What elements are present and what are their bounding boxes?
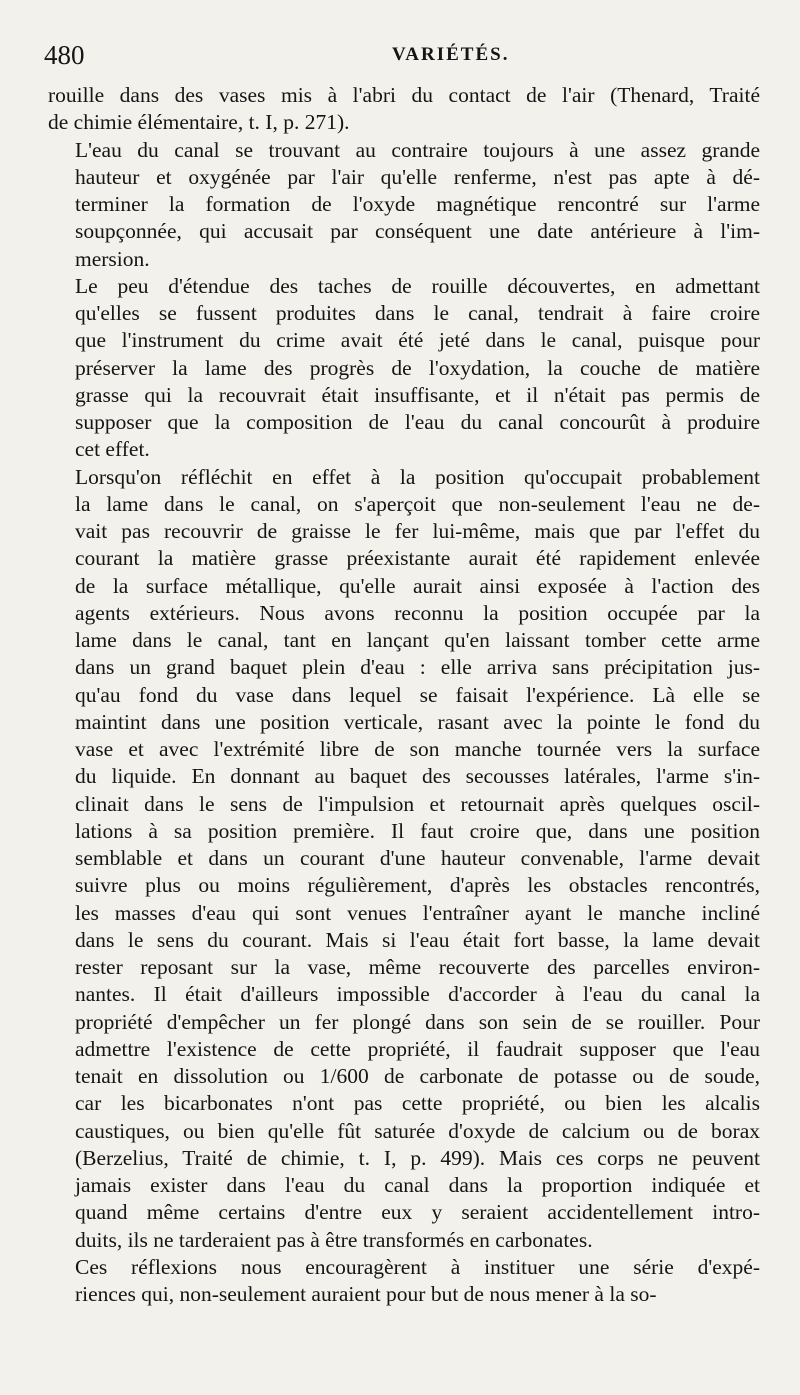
- body-text: [48, 82, 760, 1308]
- page-number: 480: [44, 40, 85, 70]
- text-line: semblable et dans un courant d'une hauteur convenable, l'arme devait: [75, 846, 760, 870]
- text-line: Le peu d'étendue des taches de rouille découvertes, en admettant: [75, 273, 760, 298]
- text-line: rouille dans des vases mis à l'abri du contact de l'air (Thenard, Traité: [48, 83, 760, 107]
- text-line: rester reposant sur la vase, même recouverte des parcelles environ-: [75, 955, 760, 979]
- text-line: cet effet.: [75, 437, 150, 462]
- text-line: la lame dans le canal, on s'aperçoit que non-seulement l'eau ne de-: [75, 491, 760, 516]
- text-line: propriété d'empêcher un fer plongé dans son sein de se rouiller. Pour: [75, 1009, 760, 1034]
- text-line: tenait en dissolution ou 1/600 de carbonate de potasse ou de soude,: [75, 1064, 760, 1088]
- text-line: jamais exister dans l'eau du canal dans la proportion indiquée et: [75, 1173, 760, 1197]
- text-line: quand même certains d'entre eux y seraient accidentellement intro-: [75, 1200, 760, 1225]
- page-header: [44, 40, 758, 80]
- text-line: vase et avec l'extrémité libre de son manche tournée vers la surface: [75, 737, 760, 761]
- text-line: qu'au fond du vase dans lequel se faisait l'expérience. Là elle se: [75, 682, 760, 707]
- text-line: Lorsqu'on réfléchit en effet à la position qu'occupait probablement: [75, 464, 760, 489]
- text-line: agents extérieurs. Nous avons reconnu la position occupée par la: [75, 600, 760, 625]
- text-line: que l'instrument du crime avait été jeté dans le canal, puisque pour: [75, 328, 760, 353]
- text-line: courant la matière grasse préexistante aurait été rapidement enlevée: [75, 546, 760, 571]
- paragraph: [48, 137, 760, 273]
- text-line: dans le sens du courant. Mais si l'eau était fort basse, la lame devait: [75, 927, 760, 952]
- text-line: lations à sa position première. Il faut croire que, dans une position: [75, 818, 760, 843]
- paragraph: [48, 1254, 760, 1309]
- text-line: de la surface métallique, qu'elle aurait ainsi exposée à l'action des: [75, 573, 760, 598]
- text-line: suivre plus ou moins régulièrement, d'après les obstacles rencontrés,: [75, 873, 760, 898]
- text-line: Ces réflexions nous encouragèrent à instituer une série d'expé-: [75, 1254, 760, 1279]
- text-line: les masses d'eau qui sont venues l'entraîner ayant le manche incliné: [75, 900, 760, 925]
- text-line: admettre l'existence de cette propriété, il faudrait supposer que l'eau: [75, 1036, 760, 1061]
- text-line: lame dans le canal, tant en lançant qu'en laissant tomber cette arme: [75, 628, 760, 652]
- paragraph: [48, 273, 760, 464]
- text-line: nantes. Il était d'ailleurs impossible d'accorder à l'eau du canal la: [75, 982, 760, 1007]
- text-line: supposer que la composition de l'eau du canal concourût à produire: [75, 410, 760, 434]
- text-line: L'eau du canal se trouvant au contraire toujours à une assez grande: [75, 137, 760, 162]
- text-line: qu'elles se fussent produites dans le canal, tendrait à faire croire: [75, 301, 760, 325]
- text-line: clinait dans le sens de l'impulsion et retournait après quelques oscil-: [75, 791, 760, 816]
- text-line: (Berzelius, Traité de chimie, t. I, p. 499). Mais ces corps ne peuvent: [75, 1145, 760, 1170]
- text-line: préserver la lame des progrès de l'oxydation, la couche de matière: [75, 355, 760, 380]
- text-line: du liquide. En donnant au baquet des secousses latérales, l'arme s'in-: [75, 764, 760, 789]
- text-line: dans un grand baquet plein d'eau : elle arriva sans précipitation jus-: [75, 655, 760, 680]
- text-line: vait pas recouvrir de graisse le fer lui-même, mais que par l'effet du: [75, 519, 760, 543]
- text-line: terminer la formation de l'oxyde magnétique rencontré sur l'arme: [75, 192, 760, 216]
- paragraph: [48, 82, 760, 137]
- text-line: mersion.: [75, 246, 150, 271]
- text-line: car les bicarbonates n'ont pas cette propriété, ou bien les alcalis: [75, 1091, 760, 1116]
- text-line: duits, ils ne tarderaient pas à être transformés en carbonates.: [75, 1227, 593, 1252]
- paragraph: [48, 464, 760, 1254]
- text-line: grasse qui la recouvrait était insuffisante, et il n'était pas permis de: [75, 382, 760, 407]
- text-line: hauteur et oxygénée par l'air qu'elle renferme, n'est pas apte à dé-: [75, 164, 760, 189]
- text-line: soupçonnée, qui accusait par conséquent une date antérieure à l'im-: [75, 219, 760, 244]
- text-line: riences qui, non-seulement auraient pour but de nous mener à la so-: [75, 1282, 657, 1306]
- text-line: caustiques, ou bien qu'elle fût saturée d'oxyde de calcium ou de borax: [75, 1118, 760, 1143]
- running-head: VARIÉTÉS.: [392, 44, 510, 65]
- text-line: de chimie élémentaire, t. I, p. 271).: [48, 110, 350, 135]
- text-line: maintint dans une position verticale, rasant avec la pointe le fond du: [75, 709, 760, 734]
